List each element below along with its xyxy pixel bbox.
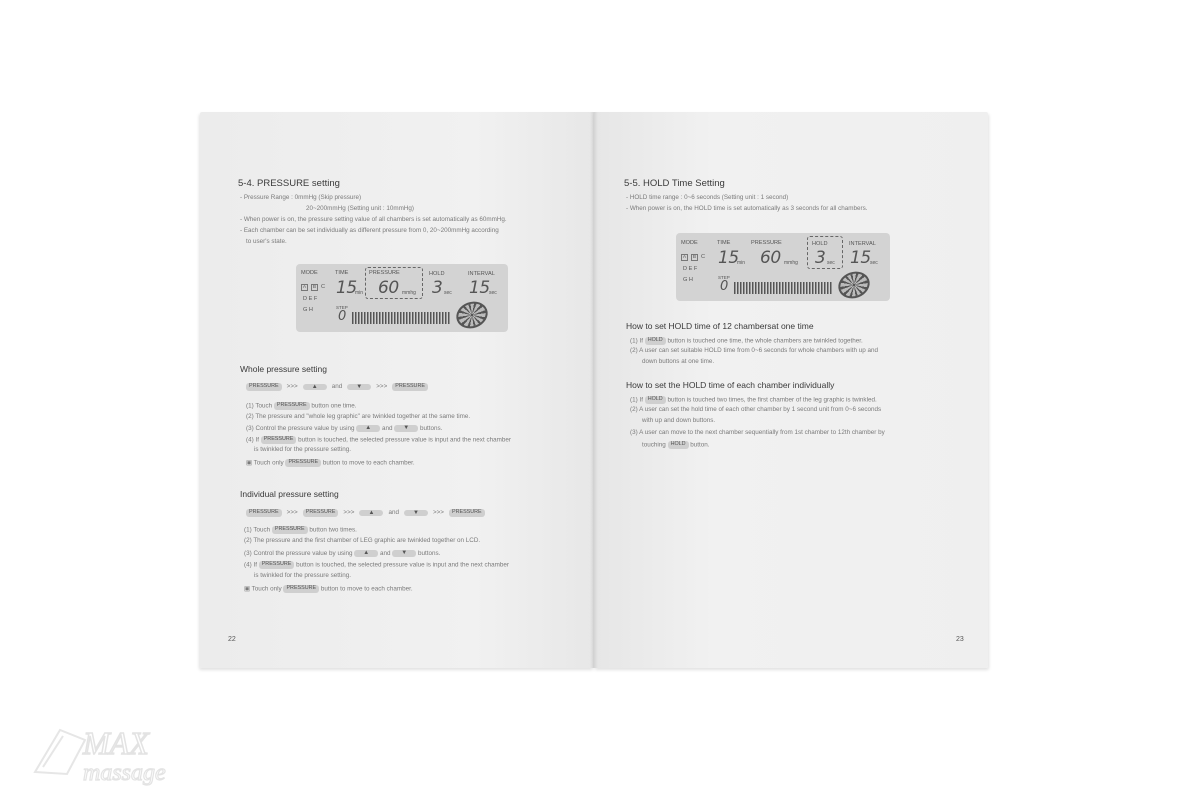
text: ▣ Touch only — [246, 459, 284, 467]
up-button: ▲ — [359, 510, 383, 517]
text: (3) Control the pressure value by using — [246, 424, 355, 432]
time-unit: min — [355, 290, 364, 296]
left-page — [200, 112, 594, 668]
time-unit: min — [737, 260, 746, 266]
and-text: and — [380, 549, 391, 557]
pressure-button: PRESSURE — [246, 509, 282, 517]
text: ▣ Touch only — [244, 585, 282, 593]
step-value: 0 — [720, 279, 728, 294]
individual-pressure-title: Individual pressure setting — [240, 489, 339, 499]
intro-line: 20~200mmHg (Setting unit : 10mmHg) — [306, 205, 414, 212]
text: (1) If — [630, 396, 643, 404]
text: (1) Touch — [244, 526, 271, 534]
hold-each-title: How to set the HOLD time of each chamber individually — [626, 380, 835, 390]
page-number: 23 — [956, 636, 964, 643]
instruction-line: with up and down buttons. — [642, 417, 716, 424]
individual-sequence — [246, 509, 485, 517]
chamber-a: A — [302, 285, 307, 290]
down-button: ▼ — [404, 510, 428, 517]
time-value: 15 — [718, 248, 739, 268]
interval-unit: sec — [489, 290, 497, 296]
instruction-line — [246, 425, 442, 432]
instruction-line — [246, 436, 511, 444]
time-value: 15 — [336, 278, 357, 298]
text: button is touched, the selected pressure value is input and the next chamber — [296, 561, 509, 569]
interval-value: 15 — [469, 278, 490, 298]
pressure-value: 60 — [378, 278, 399, 298]
intro-line: - When power is on, the HOLD time is set automatically as 3 seconds for all chambers. — [626, 205, 868, 212]
instruction-line: (2) The pressure and the first chamber of LEG graphic are twinkled together on LCD. — [244, 537, 481, 544]
and-text: and — [388, 509, 399, 517]
instruction-line: is twinkled for the pressure setting. — [254, 446, 351, 453]
up-button: ▲ — [303, 384, 327, 391]
text: buttons. — [418, 549, 441, 557]
chamber-c: C — [321, 284, 326, 290]
text: touching — [642, 441, 666, 449]
hold-time-title: 5-5. HOLD Time Setting — [624, 178, 725, 189]
whole-sequence — [246, 383, 428, 391]
hold-all-title: How to set HOLD time of 12 chambersat one time — [626, 321, 814, 331]
instruction-line — [630, 396, 877, 404]
instruction-line — [244, 526, 357, 534]
sequence-arrow: >>> — [286, 509, 298, 517]
instruction-line: down buttons at one time. — [642, 358, 715, 365]
foot-disc-icon — [453, 297, 492, 332]
time-label: TIME — [717, 240, 731, 246]
pressure-value: 60 — [760, 248, 781, 268]
interval-label: INTERVAL — [849, 241, 876, 247]
open-manual-book — [200, 112, 988, 668]
chamber-c: C — [701, 254, 706, 260]
instruction-line — [244, 550, 440, 557]
interval-label: INTERVAL — [468, 271, 495, 277]
text: buttons. — [420, 424, 443, 432]
text: button is touched one time, the whole chambers are twinkled together. — [667, 337, 863, 345]
whole-pressure-title: Whole pressure setting — [240, 364, 327, 374]
pressure-label: PRESSURE — [369, 270, 400, 276]
interval-value: 15 — [850, 248, 871, 268]
text: button to move to each chamber. — [320, 585, 413, 593]
intro-line: - Pressure Range : 0mmHg (Skip pressure) — [240, 194, 362, 201]
pressure-button: PRESSURE — [285, 459, 321, 467]
lcd-display — [296, 264, 508, 332]
hold-button: HOLD — [668, 441, 689, 449]
step-label: STEP — [336, 305, 348, 310]
hold-unit: sec — [827, 260, 835, 266]
hold-unit: sec — [444, 290, 452, 296]
text: (4) If — [246, 436, 259, 444]
instruction-line: (2) A user can set the hold time of each other chamber by 1 second unit from 0~6 seconds — [630, 406, 882, 413]
sequence-arrow: >>> — [376, 383, 388, 391]
instruction-line — [630, 337, 863, 345]
text: button to move to each chamber. — [322, 459, 415, 467]
interval-unit: sec — [870, 260, 878, 266]
pressure-button: PRESSURE — [246, 383, 282, 391]
text: button is touched, the selected pressure value is input and the next chamber — [298, 436, 511, 444]
hold-button: HOLD — [645, 337, 666, 345]
instruction-line — [642, 441, 710, 449]
note-line — [246, 459, 415, 467]
chamber-b: B — [312, 285, 317, 290]
down-button: ▼ — [394, 425, 418, 432]
instruction-line: (2) The pressure and "whole leg graphic" are twinkled together at the same time. — [246, 413, 471, 420]
logo-text-max: MAX — [83, 725, 149, 761]
text: (4) If — [244, 561, 257, 569]
intro-line: to user's state. — [246, 238, 287, 245]
leg-graphic-icon — [352, 312, 450, 324]
instruction-line — [246, 402, 356, 410]
pressure-button: PRESSURE — [283, 585, 319, 593]
pressure-button: PRESSURE — [259, 561, 295, 569]
text: button two times. — [309, 526, 357, 534]
intro-line: - HOLD time range : 0~6 seconds (Setting unit : 1 second) — [626, 194, 789, 201]
note-line — [244, 585, 413, 593]
pressure-button: PRESSURE — [274, 402, 310, 410]
lcd-display — [676, 233, 890, 301]
time-label: TIME — [335, 270, 349, 276]
instruction-line: (2) A user can set suitable HOLD time from 0~6 seconds for whole chambers with up and — [630, 347, 878, 354]
chambers-gh: G H — [683, 277, 693, 283]
hold-value: 3 — [815, 248, 826, 268]
hold-label: HOLD — [429, 271, 445, 277]
down-button: ▼ — [347, 384, 371, 391]
pressure-setting-title: 5-4. PRESSURE setting — [238, 178, 340, 189]
text: (3) Control the pressure value by using — [244, 549, 353, 557]
mode-label: MODE — [681, 240, 698, 246]
step-label: STEP — [718, 275, 730, 280]
pressure-button: PRESSURE — [272, 526, 308, 534]
right-page — [594, 112, 988, 668]
sequence-arrow: >>> — [286, 383, 298, 391]
pressure-button: PRESSURE — [392, 383, 428, 391]
instruction-line: is twinkled for the pressure setting. — [254, 572, 351, 579]
pressure-button: PRESSURE — [261, 436, 297, 444]
text: button one time. — [311, 402, 357, 410]
leg-graphic-icon — [734, 282, 832, 294]
step-value: 0 — [338, 309, 346, 324]
chambers-def: D E F — [683, 266, 698, 272]
chambers-def: D E F — [303, 296, 318, 302]
intro-line: - Each chamber can be set individually as different pressure from 0, 20~200mmHg according — [240, 227, 499, 234]
chamber-b: B — [692, 255, 697, 260]
pressure-unit: mmhg — [402, 290, 416, 296]
page-number: 22 — [228, 636, 236, 643]
max-massage-logo — [25, 712, 195, 792]
text: button. — [690, 441, 710, 449]
up-button: ▲ — [354, 550, 378, 557]
text: (1) If — [630, 337, 643, 345]
foot-disc-icon — [835, 267, 874, 302]
sequence-arrow: >>> — [432, 509, 444, 517]
book-spine — [590, 112, 598, 668]
logo-text-massage: massage — [83, 760, 166, 786]
sequence-arrow: >>> — [343, 509, 355, 517]
instruction-line — [244, 561, 509, 569]
instruction-line: (3) A user can move to the next chamber sequentially from 1st chamber to 12th chamber by — [630, 429, 885, 436]
hold-value: 3 — [432, 278, 443, 298]
and-text: and — [331, 383, 343, 391]
intro-line: - When power is on, the pressure setting value of all chambers is set automatically as 60mmHg. — [240, 216, 507, 223]
up-button: ▲ — [356, 425, 380, 432]
pressure-button: PRESSURE — [303, 509, 339, 517]
pressure-unit: mmhg — [784, 260, 798, 266]
chamber-a: A — [682, 255, 687, 260]
pressure-label: PRESSURE — [751, 240, 782, 246]
down-button: ▼ — [392, 550, 416, 557]
text: button is touched two times, the first chamber of the leg graphic is twinkled. — [667, 396, 877, 404]
text: (1) Touch — [246, 402, 273, 410]
and-text: and — [382, 424, 393, 432]
hold-button: HOLD — [645, 396, 666, 404]
hold-label: HOLD — [812, 241, 828, 247]
pressure-button: PRESSURE — [449, 509, 485, 517]
mode-label: MODE — [301, 270, 318, 276]
chambers-gh: G H — [303, 307, 313, 313]
